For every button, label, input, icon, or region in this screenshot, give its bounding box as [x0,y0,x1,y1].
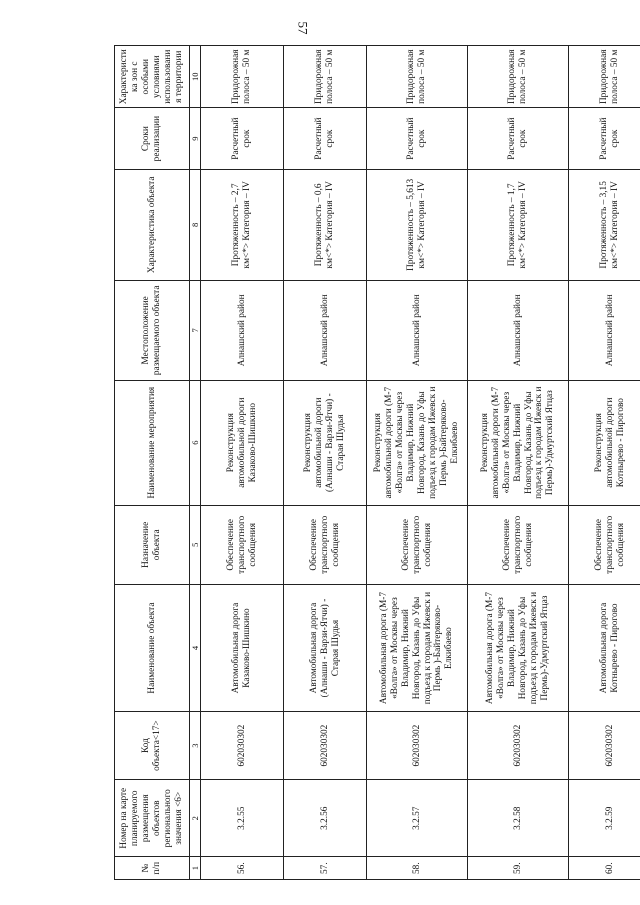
column-number: 5 [190,505,201,584]
implementation-term: Расчетный срок [468,108,569,169]
column-number: 1 [190,857,201,880]
header-cell: Характеристика объекта [115,169,190,280]
object-characteristic: Протяженность – 0,6 км<*> Категория – IV [284,169,367,280]
row-number: 59. [468,857,569,880]
map-number: 3.2.56 [284,780,367,857]
page-number [296,20,326,46]
object-location: Алнашский район [201,280,284,380]
measure-name: Реконструкция автомобильной дороги (Алнаши - Варзи-Ятчи) - Старая Шудья [284,380,367,505]
object-code: 602030302 [468,712,569,780]
zone-characteristic: Придорожная полоса – 50 м [367,46,468,108]
object-purpose: Обеспечение транспортного сообщения [201,505,284,584]
column-number: 7 [190,280,201,380]
map-number: 3.2.55 [201,780,284,857]
header-cell: Сроки реализации [115,108,190,169]
column-number: 8 [190,169,201,280]
table-row [201,46,284,880]
object-name: Автомобильная дорога (М-7 «Волга» от Москвы через Владимир, Нижний Новгород, Казань до Уфы подъезд к городам Ижевск и Пермь)-Удмуртский Ятцаз [468,585,569,712]
column-number: 6 [190,380,201,505]
page-number-text: 57 [295,21,311,35]
zone-characteristic: Придорожная полоса – 50 м [569,46,640,108]
map-number: 3.2.57 [367,780,468,857]
implementation-term: Расчетный срок [284,108,367,169]
header-cell: Номер на карте планируемого размещения объектов регионального значения <6> [115,780,190,857]
object-purpose: Обеспечение транспортного сообщения [284,505,367,584]
row-number: 60. [569,857,640,880]
object-code: 602030302 [284,712,367,780]
table-row [569,46,640,880]
column-number: 2 [190,780,201,857]
header-cell: Местоположение размещаемого объекта [115,280,190,380]
table-row [367,46,468,880]
row-number: 58. [367,857,468,880]
object-name: Автомобильная дорога Котнырево - Пирогово [569,585,640,712]
column-number: 9 [190,108,201,169]
object-characteristic: Протяженность – 3,15 км<*> Категория – IV [569,169,640,280]
map-number: 3.2.58 [468,780,569,857]
object-location: Алнашский район [284,280,367,380]
header-cell: Наименование мероприятия [115,380,190,505]
rotated-table-container [114,45,640,880]
column-number: 3 [190,712,201,780]
object-location: Алнашский район [367,280,468,380]
column-number: 4 [190,585,201,712]
implementation-term: Расчетный срок [367,108,468,169]
object-location: Алнашский район [569,280,640,380]
objects-table [114,45,640,880]
measure-name: Реконструкция автомобильной дороги (М-7 «Волга» от Москвы через Владимир, Нижний Новгород, Казань до Уфы подъезд к городам Ижевск и Пермь)-Удмуртский Ятцаз [468,380,569,505]
implementation-term: Расчетный срок [569,108,640,169]
table-row [468,46,569,880]
object-code: 602030302 [569,712,640,780]
table-row [284,46,367,880]
object-name: Автомобильная дорога Казаково-Шишкино [201,585,284,712]
object-characteristic: Протяженность – 5,613 км<*> Категория – IV [367,169,468,280]
object-characteristic: Протяженность – 2,7 км<*> Категория – IV [201,169,284,280]
header-cell: Наименование объекта [115,585,190,712]
header-cell: Назначение объекта [115,505,190,584]
zone-characteristic: Придорожная полоса – 50 м [468,46,569,108]
zone-characteristic: Придорожная полоса – 50 м [284,46,367,108]
object-characteristic: Протяженность – 1,7 км<*> Категория – IV [468,169,569,280]
header-cell: № п/п [115,857,190,880]
zone-characteristic: Придорожная полоса – 50 м [201,46,284,108]
object-location: Алнашский район [468,280,569,380]
map-number: 3.2.59 [569,780,640,857]
measure-name: Реконструкция автомобильной дороги Казаково-Шишкино [201,380,284,505]
row-number: 57. [284,857,367,880]
measure-name: Реконструкция автомобильной дороги Котнырево - Пирогово [569,380,640,505]
object-name: Автомобильная дорога (М-7 «Волга» от Москвы через Владимир, Нижний Новгород, Казань до Уфы подъезд к городам Ижевск и Пермь )-Байтеряково-Елкибаево [367,585,468,712]
implementation-term: Расчетный срок [201,108,284,169]
header-cell: Характеристика зон с особыми условиями использования территории [115,46,190,108]
column-number: 10 [190,46,201,108]
object-name: Автомобильная дорога (Алнаши - Варзи-Ятчи) - Старая Шудья [284,585,367,712]
measure-name: Реконструкция автомобильной дороги (М-7 «Волга» от Москвы через Владимир, Нижний Новгород, Казань до Уфы подъезд к городам Ижевск и Пермь )-Байтеряково-Елкибаево [367,380,468,505]
header-cell: Код объекта<17> [115,712,190,780]
object-purpose: Обеспечение транспортного сообщения [367,505,468,584]
object-code: 602030302 [367,712,468,780]
header-row [115,46,190,880]
object-purpose: Обеспечение транспортного сообщения [468,505,569,584]
row-number: 56. [201,857,284,880]
column-number-row [190,46,201,880]
object-purpose: Обеспечение транспортного сообщения [569,505,640,584]
object-code: 602030302 [201,712,284,780]
